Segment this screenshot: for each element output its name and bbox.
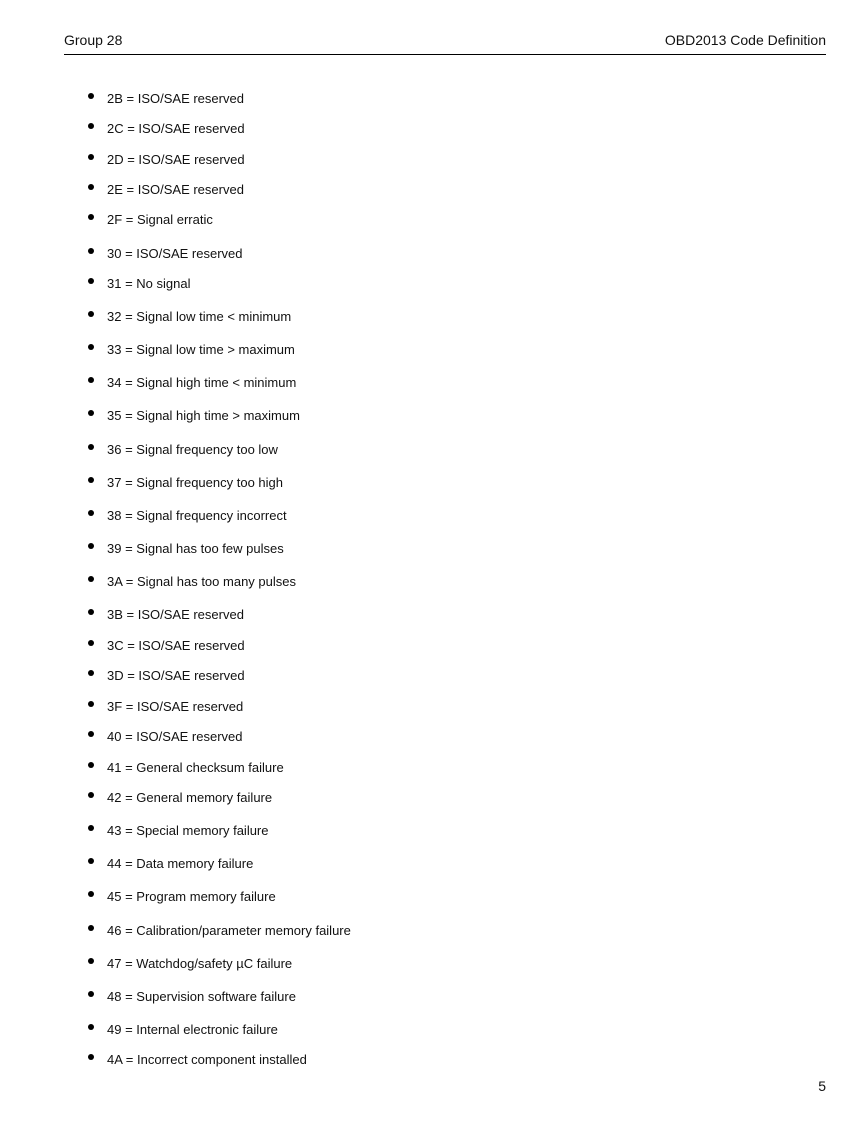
list-item-text: 3D = ISO/SAE reserved (107, 668, 245, 683)
bullet-icon (88, 344, 94, 350)
list-item-text: 41 = General checksum failure (107, 760, 284, 775)
bullet-icon (88, 762, 94, 768)
bullet-icon (88, 184, 94, 190)
list-item-text: 31 = No signal (107, 276, 191, 291)
bullet-icon (88, 278, 94, 284)
bullet-icon (88, 154, 94, 160)
list-item-text: 37 = Signal frequency too high (107, 475, 283, 490)
list-item-text: 3F = ISO/SAE reserved (107, 699, 244, 714)
bullet-icon (88, 958, 94, 964)
list-item-text: 36 = Signal frequency too low (107, 442, 278, 457)
bullet-icon (88, 792, 94, 798)
header-document-title: OBD2013 Code Definition (664, 32, 826, 48)
list-item-text: 40 = ISO/SAE reserved (107, 729, 243, 744)
bullet-icon (88, 825, 94, 831)
list-item-text: 45 = Program memory failure (107, 889, 276, 904)
list-item-text: 48 = Supervision software failure (107, 989, 296, 1004)
list-item-text: 46 = Calibration/parameter memory failure (107, 923, 351, 938)
list-item-text: 2E = ISO/SAE reserved (107, 182, 244, 197)
bullet-icon (88, 576, 94, 582)
bullet-icon (88, 248, 94, 254)
bullet-icon (88, 609, 94, 615)
page-number: 5 (818, 1078, 826, 1094)
list-item-text: 32 = Signal low time < minimum (107, 309, 292, 324)
bullet-icon (88, 1054, 94, 1060)
bullet-icon (88, 510, 94, 516)
list-item-text: 42 = General memory failure (107, 790, 273, 805)
bullet-icon (88, 123, 94, 129)
list-item-text: 47 = Watchdog/safety µC failure (107, 956, 293, 971)
list-item-text: 35 = Signal high time > maximum (107, 408, 300, 423)
bullet-icon (88, 410, 94, 416)
list-item-text: 2B = ISO/SAE reserved (107, 91, 244, 106)
list-item-text: 3C = ISO/SAE reserved (107, 638, 245, 653)
bullet-icon (88, 731, 94, 737)
list-item-text: 4A = Incorrect component installed (107, 1052, 307, 1067)
list-item-text: 44 = Data memory failure (107, 856, 254, 871)
list-item-text: 49 = Internal electronic failure (107, 1022, 278, 1037)
bullet-icon (88, 701, 94, 707)
bullet-icon (88, 925, 94, 931)
list-item-text: 39 = Signal has too few pulses (107, 541, 284, 556)
bullet-icon (88, 640, 94, 646)
list-item-text: 43 = Special memory failure (107, 823, 269, 838)
bullet-icon (88, 891, 94, 897)
list-item-text: 38 = Signal frequency incorrect (107, 508, 287, 523)
header-divider (64, 54, 826, 55)
bullet-icon (88, 93, 94, 99)
list-item-text: 33 = Signal low time > maximum (107, 342, 295, 357)
bullet-icon (88, 543, 94, 549)
header-group-label: Group 28 (64, 32, 123, 48)
list-item-text: 2F = Signal erratic (107, 212, 213, 227)
bullet-icon (88, 858, 94, 864)
list-item-text: 2C = ISO/SAE reserved (107, 121, 245, 136)
bullet-icon (88, 670, 94, 676)
list-item-text: 30 = ISO/SAE reserved (107, 246, 243, 261)
bullet-icon (88, 377, 94, 383)
list-item-text: 3B = ISO/SAE reserved (107, 607, 244, 622)
bullet-icon (88, 311, 94, 317)
list-item-text: 34 = Signal high time < minimum (107, 375, 297, 390)
bullet-icon (88, 477, 94, 483)
bullet-icon (88, 444, 94, 450)
bullet-icon (88, 991, 94, 997)
list-item-text: 2D = ISO/SAE reserved (107, 152, 245, 167)
list-item-text: 3A = Signal has too many pulses (107, 574, 296, 589)
bullet-icon (88, 214, 94, 220)
bullet-icon (88, 1024, 94, 1030)
